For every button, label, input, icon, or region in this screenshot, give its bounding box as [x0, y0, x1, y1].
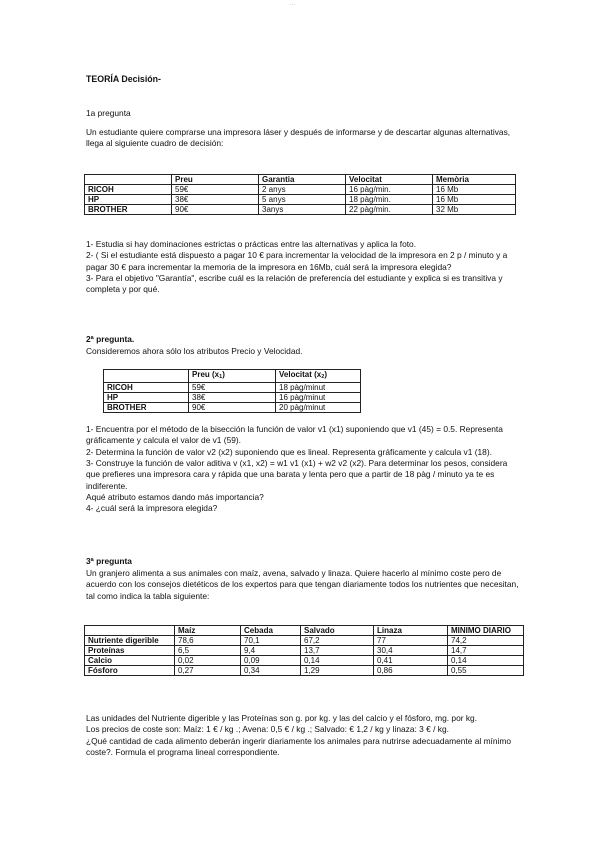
table-cell: Calcio [85, 656, 175, 666]
table-cell [276, 370, 361, 383]
table-cell [85, 175, 172, 185]
table-cell: 6,5 [175, 646, 241, 656]
table-cell: 70,1 [241, 636, 301, 646]
table-cell: 9,4 [241, 646, 301, 656]
table-cell: 38€ [172, 195, 259, 205]
table-cell: 0,14 [448, 656, 524, 666]
table-row [85, 636, 524, 646]
table-cell: RICOH [85, 185, 172, 195]
table-row [85, 185, 516, 195]
q2-attribute-table [103, 369, 361, 413]
table-cell: 0,41 [374, 656, 448, 666]
table-cell: HP [85, 195, 172, 205]
table-cell: 0,14 [301, 656, 374, 666]
q1-questions [86, 239, 521, 296]
table-cell: 18 pàg/minut [276, 383, 361, 393]
table-cell: Proteínas [85, 646, 175, 656]
table-cell: 30,4 [374, 646, 448, 656]
table-row [85, 656, 524, 666]
header-label: ) [222, 370, 225, 379]
table-row [85, 205, 516, 215]
table-cell: 2 anys [259, 185, 346, 195]
table-cell: Linaza [374, 626, 448, 636]
q2-heading: 2ª pregunta. [86, 334, 135, 344]
closing-paragraph: Los precios de coste son: Maíz: 1 € / kg .; Avena: 0,5 € / kg .; Salvado: € 1,2 / kg y linaza: 3 € / kg. [86, 724, 449, 735]
q3-intro: Un granjero alimenta a sus animales con maíz, avena, salvado y linaza. Quiere hacerlo al mínimo coste pero de acuerdo con los consejos dietéticos de los expertos para que tengan diariamente todos los nutrientes que necesitan, tal como indica la tabla siguiente: [86, 568, 519, 601]
question-item: 2- ( Si el estudiante está dispuesto a pagar 10 € para incrementar la velocidad de la impresora en 2 p / minuto y a pagar 30 € para incrementar la memoria de la impresora en 16Mb, cuál será la impresora elegida? [86, 250, 508, 272]
subscript: 1 [219, 374, 223, 380]
table-cell: Velocitat [346, 175, 433, 185]
table-cell: 1,29 [301, 666, 374, 676]
question-item: 3- Para el objetivo "Garantía", escribe cuál es la relación de preferencia del estudiante y explica si es transitiva y completa y por qué. [86, 273, 503, 295]
table-cell: Cebada [241, 626, 301, 636]
table-row [104, 393, 361, 403]
page-header-mark: ··· [290, 2, 295, 8]
question-item: Aqué atributo estamos dando más importancia? [86, 492, 264, 503]
table-header-row [104, 370, 361, 383]
table-cell: BROTHER [85, 205, 172, 215]
table-cell: RICOH [104, 383, 189, 393]
q1-heading: 1a pregunta [86, 108, 131, 118]
question-item: 1- Encuentra por el método de la bisección la función de valor v1 (x1) suponiendo que v1 (45) = 0.5. Representa gráficamente y calcula el valor de v1 (59). [86, 424, 503, 446]
header-label: Velocitat (x [279, 370, 322, 379]
table-header-row [85, 175, 516, 185]
table-cell: 90€ [172, 205, 259, 215]
table-row [85, 195, 516, 205]
header-label: Preu (x [192, 370, 220, 379]
table-cell: 38€ [189, 393, 276, 403]
table-cell: 18 pàg/min. [346, 195, 433, 205]
table-cell: 0,34 [241, 666, 301, 676]
table-cell: 5 anys [259, 195, 346, 205]
table-cell: 90€ [189, 403, 276, 413]
q3-closing [86, 713, 526, 758]
table-cell: 13,7 [301, 646, 374, 656]
table-cell: 20 pàg/minut [276, 403, 361, 413]
table-cell: Maíz [175, 626, 241, 636]
closing-paragraph: Las unidades del Nutriente digerible y las Proteínas son g. por kg. y las del calcio y el fósforo, mg. por kg. [86, 713, 478, 723]
header-label: ) [324, 370, 327, 379]
table-cell: 0,09 [241, 656, 301, 666]
table-cell: Salvado [301, 626, 374, 636]
q1-intro: Un estudiante quiere comprarse una impresora láser y después de informarse y de descartar algunas alternativas, llega al siguiente cuadro de decisión: [86, 127, 511, 149]
table-cell: 0,02 [175, 656, 241, 666]
table-cell: BROTHER [104, 403, 189, 413]
q3-heading: 3ª pregunta [86, 556, 132, 566]
table-cell [189, 370, 276, 383]
table-cell: MINIMO DIARIO [448, 626, 524, 636]
table-cell: 59€ [189, 383, 276, 393]
table-cell: 22 pàg/min. [346, 205, 433, 215]
table-cell: HP [104, 393, 189, 403]
table-cell: 16 Mb [433, 185, 516, 195]
table-cell: 14,7 [448, 646, 524, 656]
q3-nutrient-table [84, 625, 524, 676]
table-cell: 67,2 [301, 636, 374, 646]
table-cell: 77 [374, 636, 448, 646]
table-cell: 0,86 [374, 666, 448, 676]
question-item: 2- Determina la función de valor v2 (x2) suponiendo que es lineal. Representa gráficamente y calcula v1 (18). [86, 446, 492, 457]
table-row [104, 383, 361, 393]
table-cell: 0,27 [175, 666, 241, 676]
table-cell [104, 370, 189, 383]
table-row [85, 666, 524, 676]
table-cell: 59€ [172, 185, 259, 195]
table-cell: Garantia [259, 175, 346, 185]
table-cell: 32 Mb [433, 205, 516, 215]
question-item: 3- Construye la función de valor aditiva v (x1, x2) = w1 v1 (x1) + w2 v2 (x2). Para determinar los pesos, considera que prefieres una impresora cara y rápida que una barata y lenta pero que a partir de 18 pàg / minuto ya te es indiferente. [86, 458, 508, 491]
document-title: TEORÍA Decisión- [86, 74, 161, 84]
q2-intro: Consideremos ahora sólo los atributos Precio y Velocidad. [86, 346, 303, 356]
table-row [104, 403, 361, 413]
table-cell: Preu [172, 175, 259, 185]
table-header-row [85, 626, 524, 636]
table-cell: Nutriente digerible [85, 636, 175, 646]
question-item: 1- Estudia si hay dominaciones estrictas o prácticas entre las alternativas y aplica la foto. [86, 239, 417, 249]
table-cell: 16 pàg/min. [346, 185, 433, 195]
question-item: 4- ¿cuál será la impresora elegida? [86, 503, 218, 514]
table-cell: Memòria [433, 175, 516, 185]
table-cell: 16 Mb [433, 195, 516, 205]
q1-decision-table [84, 174, 516, 215]
table-cell: 16 pàg/minut [276, 393, 361, 403]
table-cell: Fósforo [85, 666, 175, 676]
table-cell [85, 626, 175, 636]
q2-questions [86, 424, 521, 515]
table-cell: 0,55 [448, 666, 524, 676]
table-cell: 74,2 [448, 636, 524, 646]
closing-paragraph: ¿Qué cantidad de cada alimento deberán ingerir diariamente los animales para nutrirse adecuadamente al mínimo coste?. Formula el programa lineal correspondiente. [86, 735, 512, 758]
table-cell: 78,6 [175, 636, 241, 646]
table-row [85, 646, 524, 656]
subscript: 2 [321, 374, 325, 380]
table-cell: 3anys [259, 205, 346, 215]
